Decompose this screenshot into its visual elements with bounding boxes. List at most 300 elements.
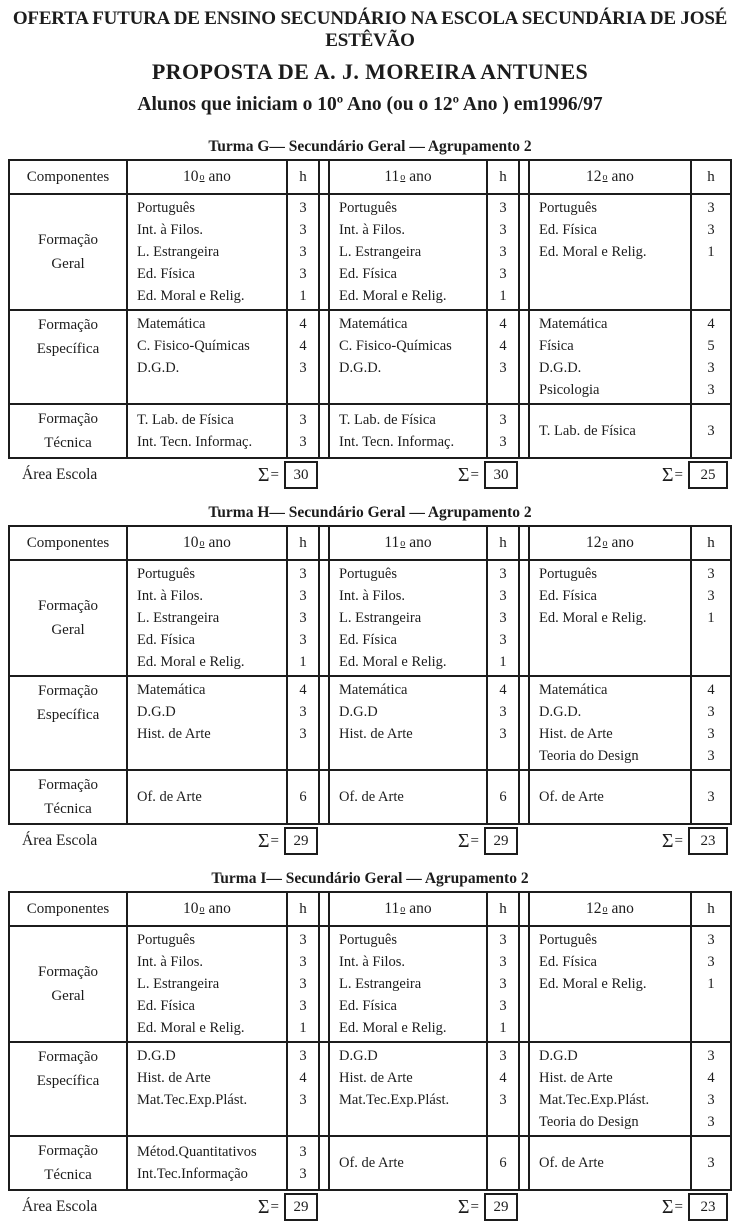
section-label-line: Formação [38, 1143, 98, 1159]
subjects-column-10 [128, 927, 286, 1041]
hours-cell: 3 [499, 953, 507, 970]
subject-cell: Matemática [339, 681, 408, 698]
subjects-column-10 [128, 195, 286, 309]
hours-cell: 1 [499, 1019, 507, 1036]
hours-cell: 3 [299, 975, 307, 992]
subject-cell: Int. Tecn. Informaç. [339, 433, 455, 450]
year-number: 11 [384, 900, 400, 917]
subjects-column-11 [328, 405, 486, 457]
column-gap [318, 827, 326, 855]
subject-cell: Português [339, 565, 397, 582]
hours-cell: 3 [499, 433, 507, 450]
subjects-column-12 [528, 1137, 690, 1189]
year-ordinal: o [199, 171, 205, 183]
year-number: 10 [183, 534, 199, 551]
subject-cell: Of. de Arte [539, 788, 604, 805]
section-formacao-geral [10, 925, 730, 1041]
equals-symbol: = [674, 832, 683, 849]
sum-label [126, 1193, 284, 1221]
hours-cell: 3 [707, 199, 715, 216]
hours-cell: 3 [499, 265, 507, 282]
column-gap [520, 893, 528, 925]
hours-cell: 3 [707, 565, 715, 582]
year-word: ano [208, 168, 231, 185]
hours-cell: 3 [499, 359, 507, 376]
turma-table-3 [8, 870, 732, 1221]
year-header-12 [528, 893, 690, 925]
subjects-column-11 [328, 927, 486, 1041]
doc-title-line3: Alunos que iniciam o 10º Ano (ou o 12º Ano ) em1996/97 [137, 94, 603, 115]
subject-cell: D.G.D [339, 1047, 378, 1064]
subject-cell: Psicologia [539, 381, 600, 398]
subject-cell: D.G.D. [539, 703, 582, 720]
hours-cell: 3 [299, 221, 307, 238]
year-header-12 [528, 161, 690, 193]
hours-cell: 3 [299, 1165, 307, 1182]
subject-cell: Teoria do Design [539, 747, 639, 764]
components-header: Componentes [10, 527, 128, 559]
section-label-line: Formação [38, 317, 98, 333]
hours-cell: 3 [299, 565, 307, 582]
column-gap [320, 893, 328, 925]
equals-symbol: = [470, 832, 479, 849]
hours-cell: 3 [707, 725, 715, 742]
hours-cell: 5 [707, 337, 715, 354]
sum-label [126, 827, 284, 855]
subject-cell: Ed. Moral e Relig. [339, 287, 447, 304]
hours-cell: 6 [299, 788, 307, 805]
subject-cell: Ed. Física [137, 631, 195, 648]
section-label-line: Formação [38, 683, 98, 699]
subject-cell: Ed. Moral e Relig. [137, 1019, 245, 1036]
sum-label [126, 461, 284, 489]
sigma-symbol: Σ [661, 464, 674, 486]
subject-cell: C. Fisico-Químicas [339, 337, 452, 354]
subject-cell: Português [137, 931, 195, 948]
hours-cell: 1 [499, 653, 507, 670]
year-number: 11 [384, 534, 400, 551]
hours-column-10 [286, 677, 320, 769]
subjects-column-10 [128, 771, 286, 823]
subject-cell: Mat.Tec.Exp.Plást. [137, 1091, 248, 1108]
equals-symbol: = [270, 466, 279, 483]
subject-cell: D.G.D [137, 703, 176, 720]
subjects-column-12 [528, 771, 690, 823]
sigma-symbol: Σ [257, 464, 270, 486]
column-gap [520, 527, 528, 559]
hours-cell: 3 [707, 1154, 715, 1171]
hours-cell: 3 [499, 587, 507, 604]
subject-cell: Ed. Moral e Relig. [137, 653, 245, 670]
hours-cell: 3 [707, 788, 715, 805]
subject-cell: Matemática [137, 315, 206, 332]
hours-cell: 3 [499, 243, 507, 260]
subject-cell: Of. de Arte [137, 788, 202, 805]
section-label [10, 927, 128, 1041]
hours-cell: 3 [499, 199, 507, 216]
year-header-11 [328, 161, 486, 193]
column-gap [520, 405, 528, 457]
subject-cell: Int. à Filos. [339, 953, 406, 970]
subject-cell: Física [539, 337, 574, 354]
subject-cell: D.G.D [339, 703, 378, 720]
subjects-column-11 [328, 1137, 486, 1189]
hours-column-11 [486, 771, 520, 823]
hours-column-11 [486, 1043, 520, 1135]
column-gap [520, 1043, 528, 1135]
sum-total-box-12: 23 [688, 1193, 728, 1221]
subject-cell: T. Lab. de Física [137, 411, 234, 428]
hours-column-11 [486, 561, 520, 675]
subjects-column-10 [128, 677, 286, 769]
year-number: 12 [586, 534, 602, 551]
subjects-column-11 [328, 771, 486, 823]
year-number: 10 [183, 168, 199, 185]
subject-cell: C. Fisico-Químicas [137, 337, 250, 354]
table-header-row [10, 527, 730, 559]
hours-cell: 4 [707, 681, 715, 698]
subject-cell: Ed. Moral e Relig. [539, 609, 647, 626]
hours-cell: 3 [707, 1091, 715, 1108]
subjects-column-12 [528, 405, 690, 457]
hours-cell: 4 [299, 315, 307, 332]
column-gap [320, 161, 328, 193]
hours-cell: 3 [499, 609, 507, 626]
hours-cell: 3 [707, 422, 715, 439]
hours-column-12 [690, 195, 730, 309]
table-title: Turma G— Secundário Geral — Agrupamento 2 [208, 138, 532, 155]
components-header: Componentes [10, 893, 128, 925]
hours-cell: 4 [499, 337, 507, 354]
subject-cell: Português [339, 931, 397, 948]
section-formacao-especifica [10, 309, 730, 403]
section-label [10, 1137, 128, 1189]
hours-cell: 4 [707, 315, 715, 332]
hours-cell: 3 [299, 1047, 307, 1064]
section-label [10, 311, 128, 403]
subject-cell: L. Estrangeira [339, 243, 422, 260]
section-formacao-tecnica [10, 769, 730, 823]
section-label-line: Específica [36, 1073, 100, 1089]
sum-total-box-11: 30 [484, 461, 518, 489]
hours-cell: 3 [299, 433, 307, 450]
subject-cell: Hist. de Arte [137, 1069, 211, 1086]
sum-label [326, 827, 484, 855]
equals-symbol: = [674, 466, 683, 483]
turma-table-2 [8, 504, 732, 855]
subject-cell: Hist. de Arte [539, 725, 613, 742]
hours-cell: 6 [499, 1154, 507, 1171]
column-gap [520, 1137, 528, 1189]
subjects-column-12 [528, 1043, 690, 1135]
section-label-line: Técnica [44, 435, 92, 451]
section-label-line: Técnica [44, 801, 92, 817]
hours-column-10 [286, 195, 320, 309]
sum-total-box-12: 23 [688, 827, 728, 855]
hours-cell: 1 [707, 243, 715, 260]
hours-column-12 [690, 677, 730, 769]
subject-cell: L. Estrangeira [137, 243, 220, 260]
year-number: 10 [183, 900, 199, 917]
hours-cell: 3 [499, 725, 507, 742]
year-header-12 [528, 527, 690, 559]
subject-cell: Ed. Moral e Relig. [539, 243, 647, 260]
hours-cell: 4 [299, 337, 307, 354]
area-escola-label: Área Escola [22, 466, 98, 483]
hours-header: h [690, 893, 730, 925]
column-gap [518, 461, 526, 489]
column-gap [320, 1043, 328, 1135]
hours-column-11 [486, 927, 520, 1041]
subjects-column-10 [128, 1137, 286, 1189]
year-word: ano [208, 534, 231, 551]
hours-cell: 3 [499, 411, 507, 428]
section-label-line: Formação [38, 777, 98, 793]
hours-cell: 3 [299, 243, 307, 260]
sigma-symbol: Σ [457, 464, 470, 486]
subject-cell: D.G.D. [339, 359, 382, 376]
subject-cell: Int. à Filos. [137, 953, 204, 970]
hours-column-10 [286, 927, 320, 1041]
section-formacao-especifica [10, 1041, 730, 1135]
hours-cell: 3 [707, 221, 715, 238]
hours-header: h [486, 527, 520, 559]
year-ordinal: o [400, 537, 406, 549]
year-number: 11 [384, 168, 400, 185]
subject-cell: Português [539, 199, 597, 216]
hours-cell: 3 [499, 565, 507, 582]
subject-cell: Ed. Física [339, 265, 397, 282]
hours-cell: 3 [299, 1091, 307, 1108]
subject-cell: Int. à Filos. [339, 221, 406, 238]
section-label [10, 677, 128, 769]
section-formacao-tecnica [10, 1135, 730, 1189]
equals-symbol: = [674, 1198, 683, 1215]
section-label [10, 195, 128, 309]
hours-column-12 [690, 1137, 730, 1189]
column-gap [520, 771, 528, 823]
subject-cell: Int. à Filos. [137, 587, 204, 604]
subject-cell: Mat.Tec.Exp.Plást. [339, 1091, 450, 1108]
subjects-column-10 [128, 311, 286, 403]
column-gap [320, 927, 328, 1041]
hours-cell: 3 [299, 359, 307, 376]
hours-cell: 4 [499, 1069, 507, 1086]
subjects-column-10 [128, 405, 286, 457]
sigma-symbol: Σ [257, 1196, 270, 1218]
subject-cell: Ed. Moral e Relig. [539, 975, 647, 992]
hours-header: h [690, 161, 730, 193]
hours-cell: 4 [499, 315, 507, 332]
year-ordinal: o [400, 903, 406, 915]
hours-column-12 [690, 927, 730, 1041]
year-number: 12 [586, 900, 602, 917]
tables-host [8, 138, 732, 1221]
column-gap [318, 1193, 326, 1221]
sum-total-box-10: 29 [284, 1193, 318, 1221]
section-formacao-especifica [10, 675, 730, 769]
year-ordinal: o [400, 171, 406, 183]
column-gap [320, 311, 328, 403]
section-formacao-geral [10, 559, 730, 675]
hours-cell: 3 [707, 381, 715, 398]
subject-cell: Int. à Filos. [137, 221, 204, 238]
year-word: ano [611, 534, 634, 551]
subjects-column-10 [128, 1043, 286, 1135]
subject-cell: Matemática [137, 681, 206, 698]
section-label [10, 771, 128, 823]
hours-column-11 [486, 195, 520, 309]
hours-column-10 [286, 1137, 320, 1189]
subject-cell: Of. de Arte [339, 788, 404, 805]
hours-column-10 [286, 1043, 320, 1135]
area-escola-row [8, 1193, 732, 1221]
subject-cell: Ed. Física [539, 953, 597, 970]
hours-cell: 3 [707, 953, 715, 970]
subject-cell: Hist. de Arte [339, 1069, 413, 1086]
subjects-column-10 [128, 561, 286, 675]
subject-cell: Português [539, 931, 597, 948]
subject-cell: L. Estrangeira [339, 975, 422, 992]
year-ordinal: o [199, 903, 205, 915]
column-gap [520, 195, 528, 309]
hours-cell: 3 [499, 221, 507, 238]
equals-symbol: = [470, 1198, 479, 1215]
year-number: 12 [586, 168, 602, 185]
hours-header: h [690, 527, 730, 559]
hours-column-12 [690, 405, 730, 457]
hours-cell: 1 [707, 975, 715, 992]
year-header-11 [328, 893, 486, 925]
subject-cell: Mat.Tec.Exp.Plást. [539, 1091, 650, 1108]
sigma-symbol: Σ [457, 1196, 470, 1218]
subjects-column-12 [528, 195, 690, 309]
subject-cell: Hist. de Arte [539, 1069, 613, 1086]
hours-cell: 3 [707, 703, 715, 720]
column-gap [518, 827, 526, 855]
hours-cell: 3 [707, 359, 715, 376]
hours-cell: 3 [707, 1047, 715, 1064]
hours-cell: 4 [707, 1069, 715, 1086]
subject-cell: Ed. Física [137, 997, 195, 1014]
sum-total-box-10: 30 [284, 461, 318, 489]
hours-cell: 3 [299, 997, 307, 1014]
year-header-10 [128, 527, 286, 559]
subjects-column-12 [528, 927, 690, 1041]
column-gap [320, 195, 328, 309]
subject-cell: Int.Tec.Informação [137, 1165, 248, 1182]
column-gap [320, 771, 328, 823]
hours-cell: 3 [299, 587, 307, 604]
section-label-line: Formação [38, 1049, 98, 1065]
subject-cell: Matemática [339, 315, 408, 332]
column-gap [520, 311, 528, 403]
subjects-column-11 [328, 311, 486, 403]
sum-label [526, 461, 688, 489]
hours-column-12 [690, 311, 730, 403]
hours-cell: 3 [299, 953, 307, 970]
sum-total-box-10: 29 [284, 827, 318, 855]
hours-cell: 3 [499, 931, 507, 948]
table-header-row [10, 161, 730, 193]
hours-cell: 3 [707, 747, 715, 764]
hours-cell: 3 [707, 587, 715, 604]
area-escola-row [8, 827, 732, 855]
hours-cell: 3 [499, 1047, 507, 1064]
section-label [10, 405, 128, 457]
sigma-symbol: Σ [661, 1196, 674, 1218]
hours-cell: 3 [499, 703, 507, 720]
year-word: ano [409, 900, 432, 917]
components-header: Componentes [10, 161, 128, 193]
hours-header: h [286, 527, 320, 559]
subject-cell: Português [539, 565, 597, 582]
hours-cell: 3 [499, 975, 507, 992]
column-gap [520, 161, 528, 193]
subjects-column-11 [328, 677, 486, 769]
section-label [10, 1043, 128, 1135]
hours-header: h [286, 893, 320, 925]
hours-cell: 3 [299, 931, 307, 948]
subject-cell: D.G.D [137, 1047, 176, 1064]
column-gap [520, 927, 528, 1041]
year-header-10 [128, 893, 286, 925]
section-label-line: Específica [36, 707, 100, 723]
hours-cell: 3 [499, 1091, 507, 1108]
year-word: ano [611, 168, 634, 185]
hours-column-10 [286, 311, 320, 403]
subject-cell: Ed. Física [339, 997, 397, 1014]
hours-cell: 3 [299, 631, 307, 648]
section-label-line: Formação [38, 411, 98, 427]
year-ordinal: o [199, 537, 205, 549]
hours-cell: 1 [707, 609, 715, 626]
year-header-11 [328, 527, 486, 559]
table-grid [8, 159, 732, 459]
subject-cell: Hist. de Arte [339, 725, 413, 742]
table-grid [8, 525, 732, 825]
subject-cell: Português [137, 199, 195, 216]
subject-cell: Ed. Física [339, 631, 397, 648]
subject-cell: Int. Tecn. Informaç. [137, 433, 253, 450]
equals-symbol: = [270, 832, 279, 849]
subject-cell: Métod.Quantitativos [137, 1143, 257, 1160]
subjects-column-12 [528, 311, 690, 403]
year-header-10 [128, 161, 286, 193]
subject-cell: L. Estrangeira [137, 975, 220, 992]
hours-cell: 3 [299, 725, 307, 742]
hours-column-10 [286, 405, 320, 457]
subjects-column-12 [528, 561, 690, 675]
hours-column-12 [690, 1043, 730, 1135]
table-header-row [10, 893, 730, 925]
equals-symbol: = [270, 1198, 279, 1215]
sigma-symbol: Σ [457, 830, 470, 852]
turma-table-1 [8, 138, 732, 489]
column-gap [320, 527, 328, 559]
column-gap [320, 1137, 328, 1189]
column-gap [320, 561, 328, 675]
hours-cell: 3 [299, 199, 307, 216]
hours-cell: 3 [707, 931, 715, 948]
subject-cell: Ed. Moral e Relig. [137, 287, 245, 304]
sum-total-box-11: 29 [484, 1193, 518, 1221]
area-escola-label: Área Escola [22, 832, 98, 849]
sum-label [326, 461, 484, 489]
hours-cell: 4 [299, 1069, 307, 1086]
section-label-line: Formação [38, 964, 98, 980]
subject-cell: Ed. Física [137, 265, 195, 282]
